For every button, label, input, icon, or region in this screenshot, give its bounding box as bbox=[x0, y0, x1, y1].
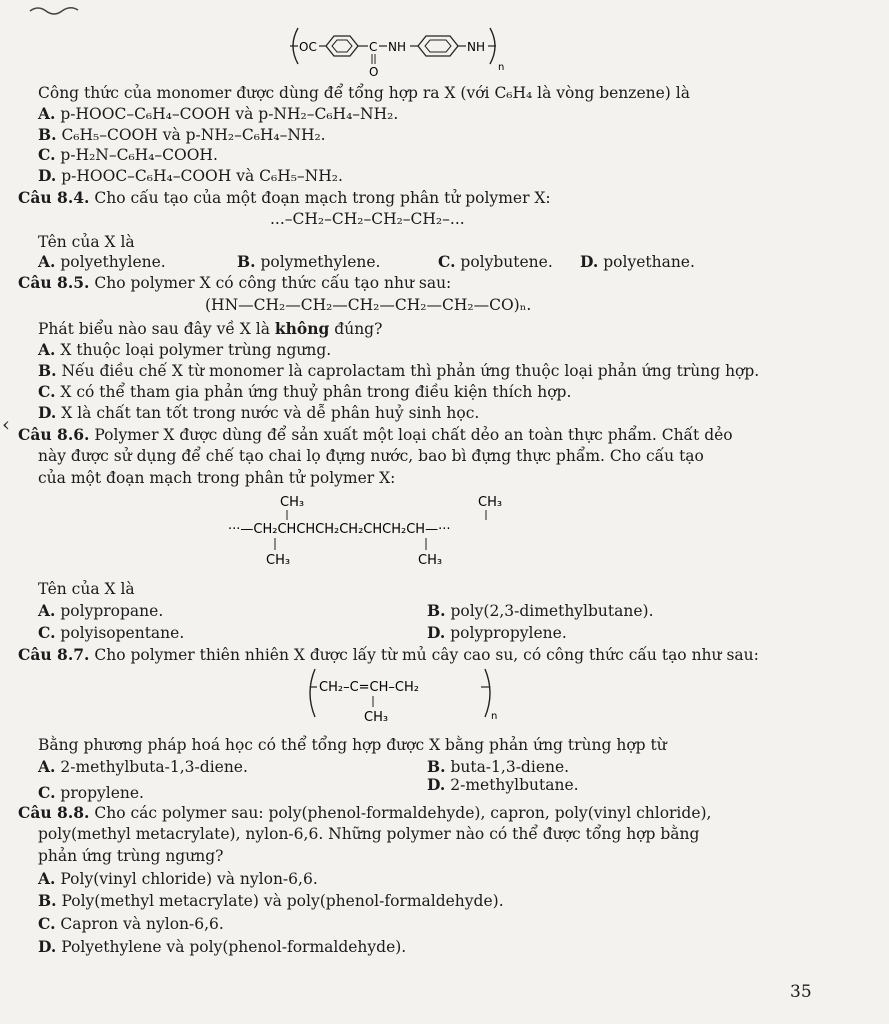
q84-stem: Câu 8.4. Cho cấu tạo của một đoạn mạch trong phân tử polymer X: bbox=[18, 188, 551, 207]
q87-option-d: D. 2-methylbutane. bbox=[427, 775, 579, 794]
q85-option-d: D. X là chất tan tốt trong nước và dễ phân huỷ sinh học. bbox=[38, 403, 480, 422]
ch3-up-1: CH₃ bbox=[280, 495, 305, 510]
q85-option-b: B. Nếu điều chế X từ monomer là caprolactam thì phản ứng thuộc loại phản ứng trùng hợp. bbox=[38, 361, 760, 380]
q87-line2: Bằng phương pháp hoá học có thể tổng hợp được X bằng phản ứng trùng hợp từ bbox=[38, 736, 667, 754]
option-a: A. p-HOOC–C₆H₄–COOH và p-NH₂–C₆H₄–NH₂. bbox=[38, 104, 399, 123]
ch3-down-1: CH₃ bbox=[266, 553, 291, 568]
q85-option-c: C. X có thể tham gia phản ứng thuỷ phân trong điều kiện thích hợp. bbox=[38, 382, 572, 401]
q84-option-d: D. polyethane. bbox=[580, 252, 695, 271]
q86-line3: của một đoạn mạch trong phân tử polymer X: bbox=[38, 469, 396, 487]
q88-line3: phản ứng trùng ngưng? bbox=[38, 847, 224, 865]
q86-option-a: A. polypropane. bbox=[38, 601, 164, 620]
q85-option-a: A. X thuộc loại polymer trùng ngưng. bbox=[38, 340, 332, 359]
q87-stem: Câu 8.7. Cho polymer thiên nhiên X được lấy từ mủ cây cao su, có công thức cấu tạo như sau: bbox=[18, 645, 759, 664]
q84-formula: ...–CH₂–CH₂–CH₂–CH₂–... bbox=[270, 210, 465, 228]
page-number: 35 bbox=[790, 982, 812, 1002]
q88-line1: Câu 8.8. Cho các polymer sau: poly(phenol-formaldehyde), capron, poly(vinyl chloride), bbox=[18, 803, 712, 822]
benzene-ring-1 bbox=[326, 36, 358, 56]
q84-option-c: C. polybutene. bbox=[438, 252, 553, 271]
nh-group-2: NH bbox=[467, 40, 485, 54]
q88-option-d: D. Polyethylene và poly(phenol-formaldehyde). bbox=[38, 937, 407, 956]
q84-name-prompt: Tên của X là bbox=[38, 233, 135, 251]
option-c: C. p-H₂N–C₆H₄–COOH. bbox=[38, 145, 218, 164]
q84-option-a: A. polyethylene. bbox=[38, 252, 166, 271]
q88-option-c: C. Capron và nylon-6,6. bbox=[38, 914, 224, 933]
q88-line2: poly(methyl metacrylate), nylon-6,6. Những polymer nào có thể được tổng hợp bằng bbox=[38, 825, 700, 843]
methyl-branch: CH₃ bbox=[364, 710, 389, 725]
repeat-n: n bbox=[491, 711, 498, 722]
carbonyl-o: O bbox=[369, 65, 379, 79]
option-d: D. p-HOOC–C₆H₄–COOH và C₆H₅–NH₂. bbox=[38, 166, 343, 185]
q85-stem: Câu 8.5. Cho polymer X có công thức cấu tạo như sau: bbox=[18, 273, 452, 292]
benzene-ring-2 bbox=[418, 36, 458, 56]
ch3-down-2: CH₃ bbox=[418, 553, 443, 568]
margin-mark: ‹ bbox=[2, 412, 10, 436]
q86-name-prompt: Tên của X là bbox=[38, 580, 135, 598]
nh-group-1: NH bbox=[388, 40, 406, 54]
q86-line2: này được sử dụng để chế tạo chai lọ đựng nước, bao bì đựng thực phẩm. Cho cấu tạo bbox=[38, 447, 704, 465]
q85-formula: (HN—CH₂—CH₂—CH₂—CH₂—CH₂—CO)ₙ. bbox=[205, 296, 532, 314]
carbonyl-c: C bbox=[369, 40, 378, 54]
oc-group: OC bbox=[299, 40, 317, 54]
q86-option-b: B. poly(2,3-dimethylbutane). bbox=[427, 601, 654, 620]
polyamide-structure bbox=[286, 18, 526, 80]
q87-option-c: C. propylene. bbox=[38, 783, 144, 802]
q87-option-b: B. buta-1,3-diene. bbox=[427, 757, 570, 776]
top-scribble-mark bbox=[28, 2, 88, 16]
repeat-n: n bbox=[498, 62, 505, 73]
option-b: B. C₆H₅–COOH và p-NH₂–C₆H₄–NH₂. bbox=[38, 125, 326, 144]
polyisoprene-structure bbox=[305, 663, 505, 729]
q86-line1: Câu 8.6. Polymer X được dùng để sản xuất một loại chất dẻo an toàn thực phẩm. Chất dẻo bbox=[18, 425, 733, 444]
q88-option-b: B. Poly(methyl metacrylate) và poly(phenol-formaldehyde). bbox=[38, 891, 504, 910]
monomer-question-stem: Công thức của monomer được dùng để tổng hợp ra X (với C₆H₄ là vòng benzene) là bbox=[38, 84, 690, 102]
main-chain: ···—CH₂CHCHCH₂CH₂CHCH₂CH—··· bbox=[228, 522, 451, 537]
q87-option-a: A. 2-methylbuta-1,3-diene. bbox=[38, 757, 248, 776]
q86-option-d: D. polypropylene. bbox=[427, 623, 567, 642]
q85-prompt: Phát biểu nào sau đây về X là không đúng? bbox=[38, 319, 383, 338]
repeat-unit: CH₂–C=CH–CH₂ bbox=[319, 680, 419, 695]
q84-option-b: B. polymethylene. bbox=[237, 252, 381, 271]
ch3-up-2: CH₃ bbox=[478, 495, 503, 510]
q86-option-c: C. polyisopentane. bbox=[38, 623, 185, 642]
q88-option-a: A. Poly(vinyl chloride) và nylon-6,6. bbox=[38, 869, 318, 888]
polypropylene-structure bbox=[228, 492, 568, 572]
